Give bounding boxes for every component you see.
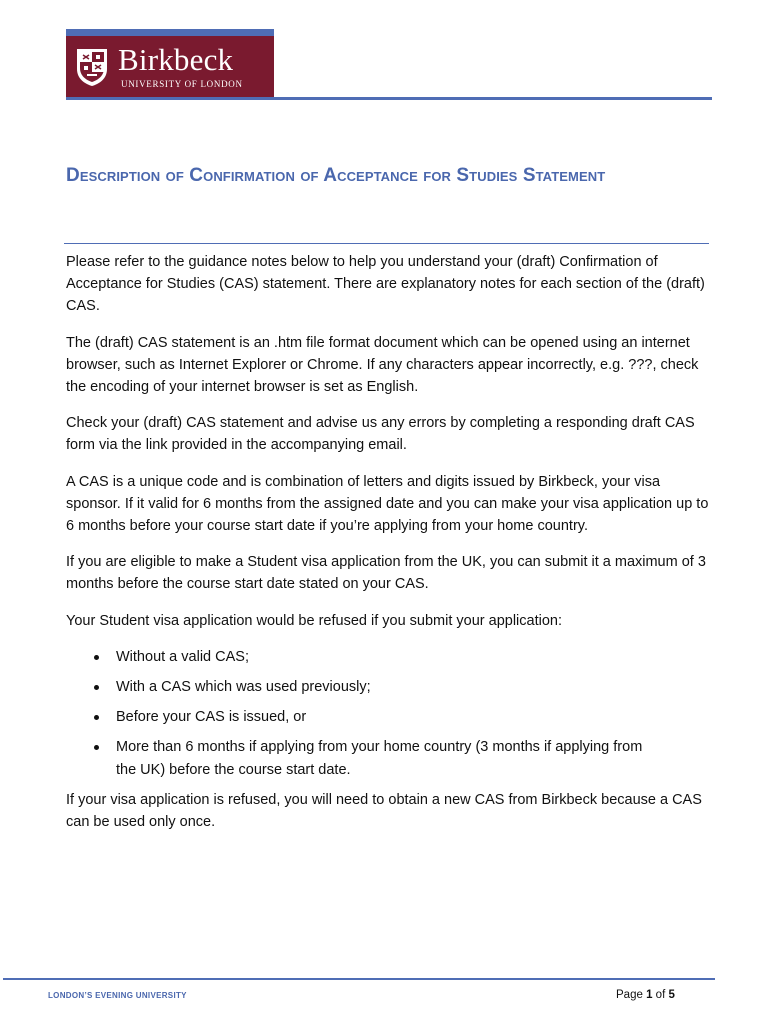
bullet-icon: [94, 685, 99, 690]
paragraph-refusal-intro: Your Student visa application would be refused if you submit your application:: [66, 612, 562, 629]
title-rule: [64, 243, 709, 244]
birkbeck-logo: [66, 29, 274, 97]
page-number: [616, 987, 675, 1003]
page-total: 5: [668, 989, 675, 1001]
page-current: 1: [646, 989, 653, 1001]
list-item: [66, 646, 661, 668]
footer-rule: [3, 978, 715, 980]
list-item: [66, 706, 661, 728]
logo-subtitle: UNIVERSITY OF LONDON: [121, 79, 243, 89]
paragraph-uk-application: If you are eligible to make a Student visa application from the UK, you can submit it a maximum of 3 months before the course start date stated on your CAS.: [66, 554, 706, 593]
bullet-icon: [94, 655, 99, 660]
list-item-text: Before your CAS is issued, or: [116, 709, 307, 726]
list-item: [66, 676, 661, 698]
crest-icon: [75, 47, 109, 87]
page-label: Page: [616, 989, 643, 1001]
page-of: of: [655, 989, 666, 1001]
refusal-reasons-list: [66, 646, 711, 781]
document-body: [66, 251, 711, 847]
paragraph-file-format: The (draft) CAS statement is an .htm file format document which can be opened using an internet browser, such as Internet Explorer or Chrome. If any characters appear incorrectly, e.g. ???, check the encoding of your internet browser is set as English.: [66, 334, 699, 396]
document-title: Description of Confirmation of Acceptance for Studies Statement: [66, 165, 606, 186]
paragraph-intro: Please refer to the guidance notes below to help you understand your (draft) Confirmation of Acceptance for Studies (CAS) statement. There are explanatory notes for each section of the (draft) CAS.: [66, 254, 705, 315]
paragraph-closing: If your visa application is refused, you will need to obtain a new CAS from Birkbeck because a CAS can be used only once.: [66, 791, 702, 831]
bullet-icon: [94, 745, 99, 750]
paragraph-cas-definition: A CAS is a unique code and is combination of letters and digits issued by Birkbeck, your visa sponsor. If it valid for 6 months from the assigned date and you can make your visa application up to 6 months before your course start date if you’re applying from your home country.: [66, 473, 709, 535]
logo-name: Birkbeck: [118, 42, 234, 77]
list-item-text: More than 6 months if applying from your home country (3 months if applying from the UK) before the course start date.: [116, 739, 643, 778]
list-item: [66, 736, 661, 780]
header-rule: [66, 97, 712, 100]
list-item-text: With a CAS which was used previously;: [116, 679, 371, 696]
bullet-icon: [94, 715, 99, 720]
footer-tagline: LONDON’S EVENING UNIVERSITY: [48, 991, 187, 1000]
list-item-text: Without a valid CAS;: [116, 648, 249, 665]
paragraph-check-errors: Check your (draft) CAS statement and advise us any errors by completing a responding draft CAS form via the link provided in the accompanying email.: [66, 415, 695, 454]
